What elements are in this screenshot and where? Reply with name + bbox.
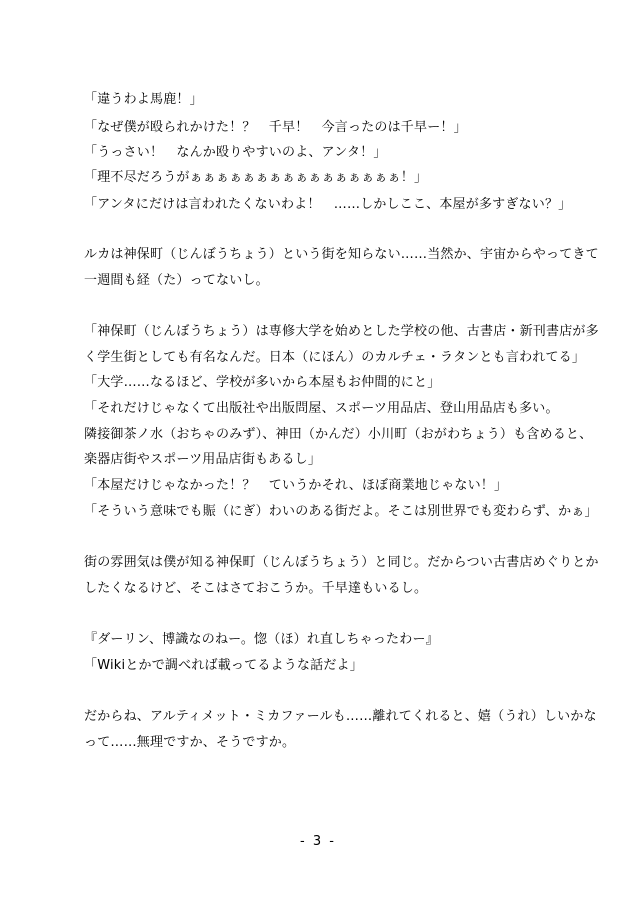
- text-line: 「そういう意味でも賑（にぎ）わいのある街だよ。そこは別世界でも変わらず、かぁ」: [84, 504, 598, 519]
- text-line: 一週間も経（た）ってないし。: [84, 273, 269, 288]
- page-number: - 3 -: [300, 834, 336, 849]
- text-line: 『ダーリン、博識なのねー。惚（ほ）れ直しちゃったわー』: [84, 632, 439, 647]
- text-line: く学生街としても有名なんだ。日本（にほん）のカルチェ・ラタンとも言われてる」: [84, 350, 586, 365]
- text-line: 「アンタにだけは言われたくないわよ！ ……しかしここ、本屋が多すぎない？」: [84, 197, 572, 212]
- text-line: 「それだけじゃなくて出版社や出版問屋、スポーツ用品店、登山用品店も多い。: [84, 401, 559, 416]
- text-line: 隣接御茶ノ水（おちゃのみず）、神田（かんだ）小川町（おがわちょう）も含めると、: [84, 427, 593, 442]
- text-line: 楽器店街やスポーツ用品店街もあるし」: [84, 452, 322, 467]
- text-line: 「大学……なるほど、学校が多いから本屋もお仲間的にと」: [84, 375, 441, 390]
- text-line: 「神保町（じんぼうちょう）は専修大学を始めとした学校の他、古書店・新刊書店が多: [84, 324, 599, 339]
- text-line: 「Wikiとかで調べれば載ってるような話だよ」: [84, 658, 363, 673]
- text-line: 「違うわよ馬鹿！」: [84, 92, 203, 107]
- text-line: ルカは神保町（じんぼうちょう）という街を知らない……当然か、宇宙からやってきて: [84, 247, 599, 262]
- text-line: したくなるけど、そこはさておこうか。千早達もいるし。: [84, 581, 428, 596]
- text-line: 「本屋だけじゃなかった！？ ていうかそれ、ほぼ商業地じゃない！」: [84, 478, 508, 493]
- text-line: 「うっさい！ なんか殴りやすいのよ、アンタ！」: [84, 145, 387, 160]
- text-line: 「なぜ僕が殴られかけた！？ 千早！ 今言ったのは千早ー！」: [84, 120, 467, 135]
- text-line: って……無理ですか、そうですか。: [84, 735, 296, 750]
- text-line: 「理不尽だろうがぁぁぁぁぁぁぁぁぁぁぁぁぁぁぁぁ！」: [84, 170, 428, 185]
- text-line: だからね、アルティメット・ミカファールも……離れてくれると、嬉（うれ）しいかな: [84, 709, 597, 724]
- text-line: 街の雰囲気は僕が知る神保町（じんぼうちょう）と同じ。だからつい古書店めぐりとか: [84, 555, 599, 570]
